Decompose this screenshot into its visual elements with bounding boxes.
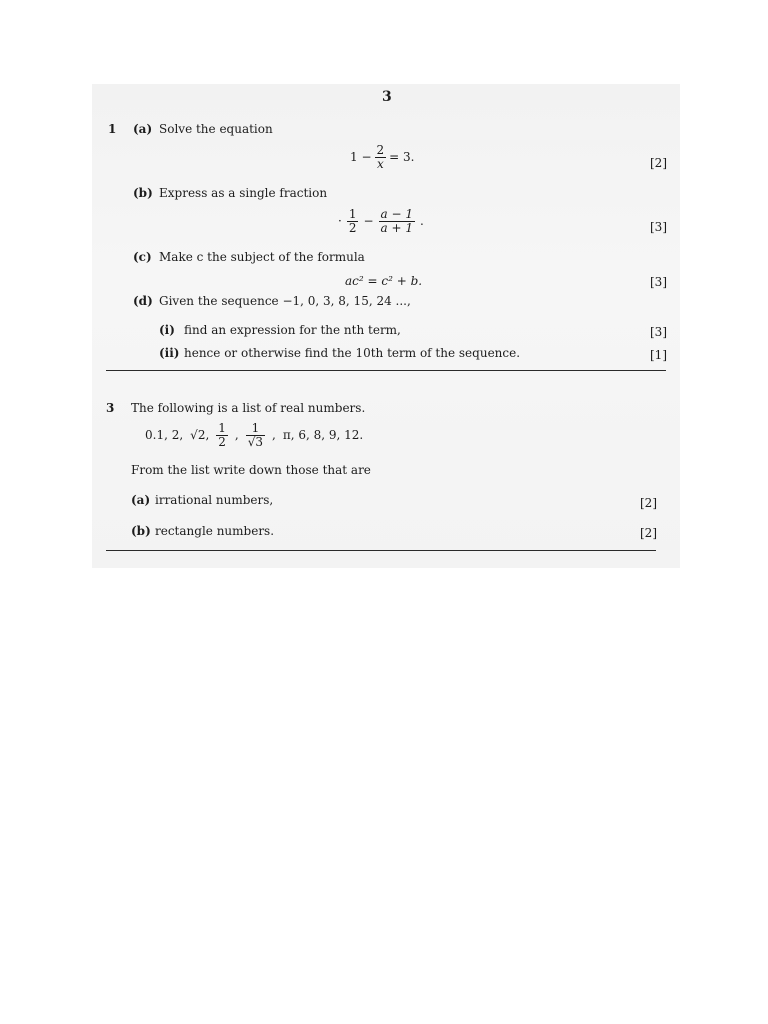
q1b-minus: − [363,214,374,229]
q3a-mark: [2] [640,496,657,510]
q1b-suffix: . [420,214,424,229]
q1a-frac-den: x [376,156,384,171]
q1d-ii-mark: [1] [650,348,667,362]
q3a-text: irrational numbers, [155,493,274,507]
q1d-ii-label: (ii) [159,346,180,360]
q1a-frac-num: 2 [376,143,385,157]
q1b-expression [338,208,424,234]
section-divider [106,370,666,371]
q1a-eq-lhs: 1 − [350,150,372,165]
q1d-label: (d) [133,294,153,308]
q3-text: The following is a list of real numbers. [131,401,366,415]
q3-number-list: 0.1, 2, √2, $\frac{1}{2}$ , $\frac{1}{√3}$ , π, 6, 8, 9, 12. [145,421,364,449]
q1d-i-mark: [3] [650,325,667,339]
q3-list-start: 0.1, 2, [145,428,184,443]
q3-frac2-den: √3 [247,434,264,449]
q1d-ii-text: hence or otherwise find the 10th term of the sequence. [184,346,521,360]
q1b-text: Express as a single fraction [159,186,328,200]
q1d-i-label: (i) [159,323,175,337]
q1a-mark: [2] [650,156,667,170]
bottom-rule [106,550,656,551]
q1a-label: (a) [133,122,153,136]
q1b-frac1-num: 1 [348,207,357,221]
q1d-i-text: find an expression for the nth term, [184,323,401,337]
q1b-frac2-num: a − 1 [380,207,414,221]
q3a-label: (a) [131,493,151,507]
q1c-formula: ac² = c² + b. [345,274,423,288]
q1c-mark: [3] [650,275,667,289]
q1b-prefix: · [338,214,342,229]
q1b-label: (b) [133,186,153,200]
q1d-text: Given the sequence −1, 0, 3, 8, 15, 24 ..., [159,294,411,308]
q3b-text: rectangle numbers. [155,524,275,538]
q1b-frac1-den: 2 [348,220,357,235]
q1a-text: Solve the equation [159,122,273,136]
q3-frac1-den: 2 [218,434,226,449]
q3-frac2-num: 1 [251,421,260,435]
page-number: 3 [382,89,392,105]
q3b-label: (b) [131,524,151,538]
q1a-equation [350,144,414,170]
q3-list-end: π, 6, 8, 9, 12. [282,428,364,443]
q3-frac1-num: 1 [218,421,226,435]
q1c-text: Make c the subject of the formula [159,250,365,264]
q1c-label: (c) [133,250,152,264]
q1b-mark: [3] [650,220,667,234]
q1a-eq-rhs: = 3. [389,150,415,165]
question-1-number: 1 [108,122,117,136]
question-3-number: 3 [106,401,115,415]
q1b-frac2-den: a + 1 [380,220,414,235]
q3-sqrt2: √2, [190,428,210,443]
q3-instruction: From the list write down those that are [131,463,371,477]
q3b-mark: [2] [640,526,657,540]
